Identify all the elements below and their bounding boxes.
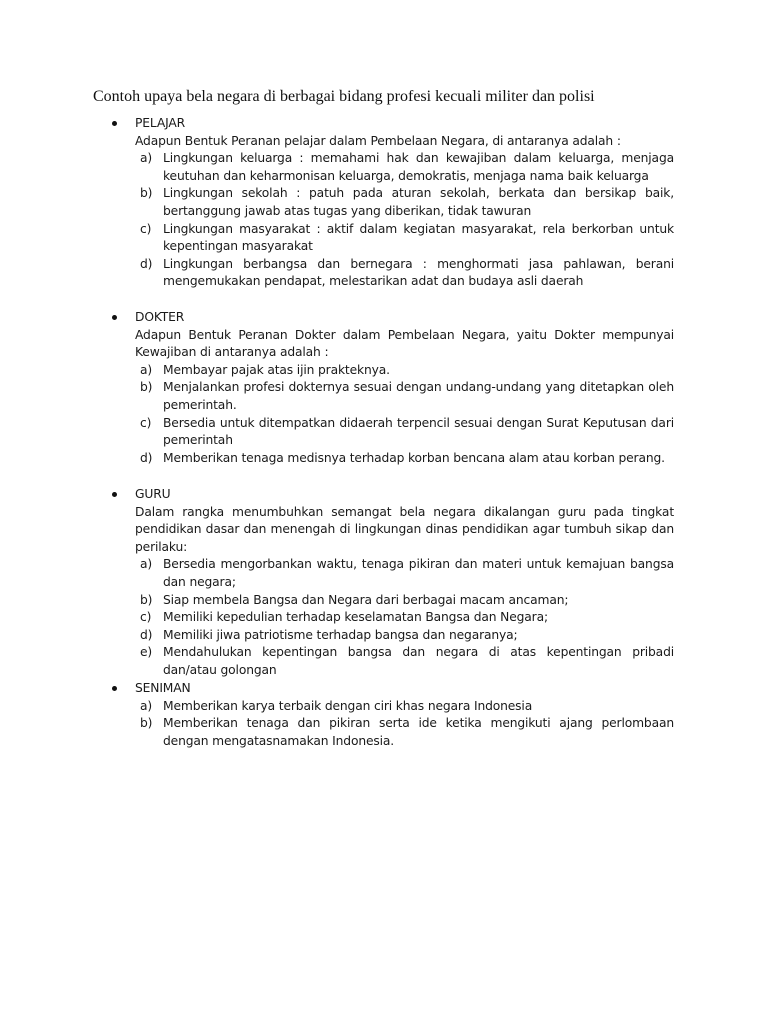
item-marker: a) [140, 557, 153, 572]
item-list [104, 698, 674, 751]
section-dokter [104, 309, 674, 467]
list-item [135, 185, 674, 220]
item-text: Menjalankan profesi dokternya sesuai dengan undang-undang yang ditetapkan oleh pemerintah. [163, 380, 674, 412]
item-marker: d) [140, 256, 153, 271]
list-item [135, 379, 674, 414]
document-title: Contoh upaya bela negara di berbagai bidang profesi kecuali militer dan polisi [93, 88, 595, 105]
item-list [104, 150, 674, 291]
section-intro: Adapun Bentuk Peranan pelajar dalam Pembelaan Negara, di antaranya adalah : [135, 133, 621, 148]
list-item [135, 644, 674, 679]
item-text: Memberikan tenaga dan pikiran serta ide ketika mengikuti ajang perlombaan dengan mengatasnamakan Indonesia. [163, 716, 674, 748]
item-marker: d) [140, 450, 153, 465]
item-text: Memiliki jiwa patriotisme terhadap bangsa dan negaranya; [163, 627, 518, 642]
section-pelajar [104, 115, 674, 291]
item-text: Memberikan tenaga medisnya terhadap korban bencana alam atau korban perang. [163, 450, 665, 465]
item-text: Lingkungan sekolah : patuh pada aturan sekolah, berkata dan bersikap baik, bertanggung jawab atas tugas yang diberikan, tidak tawuran [163, 186, 674, 218]
list-item [135, 362, 674, 380]
section-intro: Adapun Bentuk Peranan Dokter dalam Pembelaan Negara, yaitu Dokter mempunyai Kewajiban di antaranya adalah : [135, 327, 674, 360]
bullet-icon [112, 686, 117, 691]
bullet-icon [112, 492, 117, 497]
item-marker: d) [140, 627, 153, 642]
list-item [135, 715, 674, 750]
list-item [135, 256, 674, 291]
bullet-icon [112, 121, 117, 126]
item-marker: b) [140, 716, 153, 731]
item-marker: b) [140, 186, 153, 201]
section-intro: Dalam rangka menumbuhkan semangat bela negara dikalangan guru pada tingkat pendidikan dasar dan menengah di lingkungan dinas pendidikan agar tumbuh sikap dan perilaku: [135, 504, 674, 554]
section-heading-row [104, 486, 674, 504]
list-item [135, 698, 674, 716]
item-text: Membayar pajak atas ijin prakteknya. [163, 362, 390, 377]
bullet-icon [112, 315, 117, 320]
list-item [135, 450, 674, 468]
section-heading: DOKTER [135, 310, 185, 324]
list-item [135, 592, 674, 610]
item-marker: b) [140, 380, 153, 395]
item-text: Memiliki kepedulian terhadap keselamatan Bangsa dan Negara; [163, 610, 548, 625]
item-text: Memberikan karya terbaik dengan ciri khas negara Indonesia [163, 698, 533, 713]
item-text: Lingkungan keluarga : memahami hak dan kewajiban dalam keluarga, menjaga keutuhan dan keharmonisan keluarga, demokratis, menjaga nama baik keluarga [163, 151, 674, 183]
section-heading: GURU [135, 487, 171, 501]
list-item [135, 221, 674, 256]
section-heading-row [104, 309, 674, 327]
item-list [104, 362, 674, 468]
item-marker: a) [140, 698, 153, 713]
item-text: Lingkungan masyarakat : aktif dalam kegiatan masyarakat, rela berkorban untuk kepentingan masyarakat [163, 221, 674, 254]
item-text: Siap membela Bangsa dan Negara dari berbagai macam ancaman; [163, 592, 569, 607]
section-heading-row [104, 680, 674, 698]
section-heading: SENIMAN [135, 681, 191, 695]
item-text: Lingkungan berbangsa dan bernegara : menghormati jasa pahlawan, berani mengemukakan pendapat, melestarikan adat dan budaya asli daerah [163, 256, 674, 289]
section-seniman [104, 680, 674, 750]
section-guru [104, 486, 674, 680]
item-marker: c) [140, 221, 152, 236]
list-item [135, 627, 674, 645]
item-text: Mendahulukan kepentingan bangsa dan negara di atas kepentingan pribadi dan/atau golongan [163, 645, 674, 677]
item-text: Bersedia untuk ditempatkan didaerah terpencil sesuai dengan Surat Keputusan dari pemerintah [163, 415, 674, 448]
item-marker: e) [140, 645, 153, 660]
item-list [104, 556, 674, 679]
item-marker: c) [140, 415, 152, 430]
list-item [135, 609, 674, 627]
item-text: Bersedia mengorbankan waktu, tenaga pikiran dan materi untuk kemajuan bangsa dan negara; [163, 557, 674, 589]
item-marker: b) [140, 592, 153, 607]
item-marker: a) [140, 362, 153, 377]
item-marker: c) [140, 610, 152, 625]
list-item [135, 415, 674, 450]
item-marker: a) [140, 151, 153, 166]
section-heading-row [104, 115, 674, 133]
list-item [135, 556, 674, 591]
list-item [135, 150, 674, 185]
section-heading: PELAJAR [135, 116, 186, 130]
